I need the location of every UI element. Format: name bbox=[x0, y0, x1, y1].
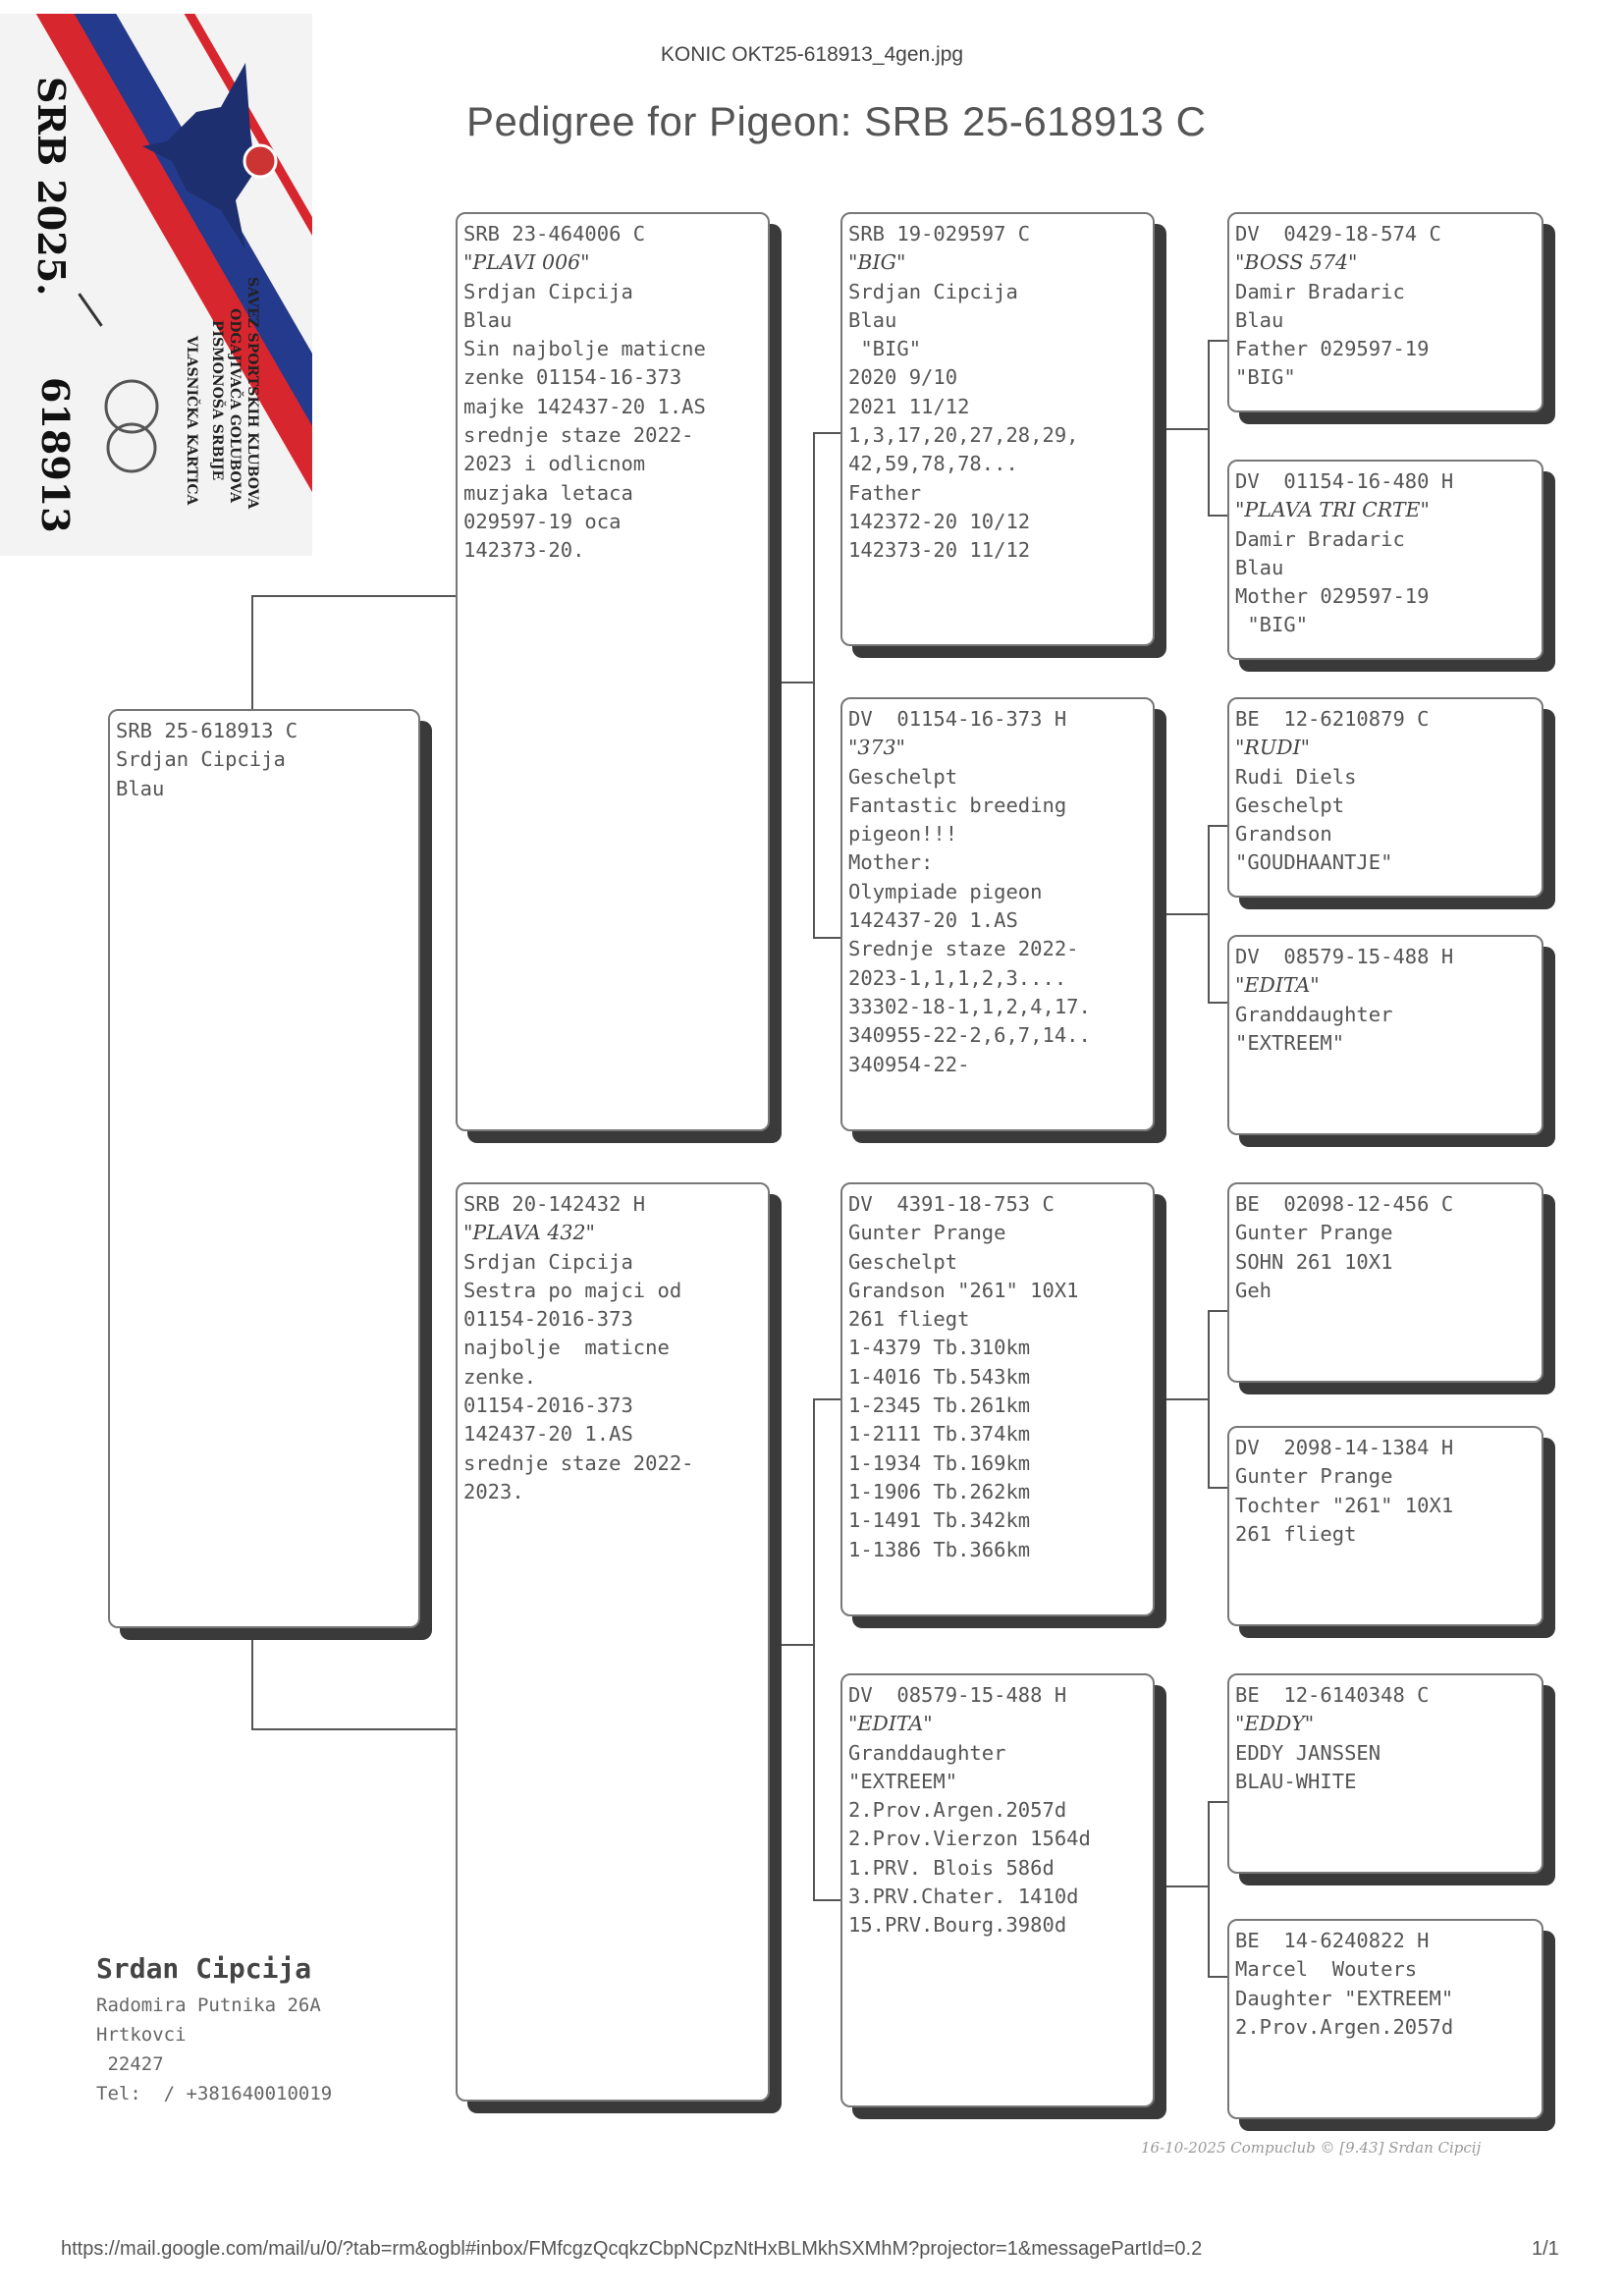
pigeon-card-sire-dam[interactable] bbox=[840, 697, 1155, 1131]
pedigree-line: 1-4016 Tb.543km bbox=[848, 1364, 1031, 1389]
pedigree-line: "EXTREEM" bbox=[848, 1769, 958, 1793]
connector-line bbox=[251, 1728, 456, 1730]
pedigree-line: Sin najbolje maticne bbox=[463, 337, 706, 361]
pedigree-line: Srdjan Cipcija bbox=[463, 279, 633, 303]
ring-number: BE 12-6140348 C bbox=[1235, 1683, 1430, 1707]
pedigree-line: Rudi Diels bbox=[1235, 764, 1357, 789]
pedigree-line: Gunter Prange bbox=[848, 1221, 1006, 1245]
connector-line bbox=[1208, 1801, 1229, 1803]
pedigree-line: Geschelpt bbox=[848, 1249, 958, 1274]
pedigree-line: Mother 029597-19 bbox=[1235, 584, 1430, 609]
connector-line bbox=[1208, 825, 1210, 1004]
pedigree-line: zenke 01154-16-373 bbox=[463, 365, 682, 390]
pedigree-line: 33302-18-1,1,2,4,17. bbox=[848, 994, 1091, 1018]
pedigree-line: "EDITA" bbox=[848, 1712, 933, 1736]
breeder-address: Radomira Putnika 26A bbox=[96, 1994, 321, 2016]
connector-line bbox=[1208, 515, 1229, 517]
pedigree-line: Blau bbox=[1235, 307, 1284, 332]
pedigree-line: 142437-20 1.AS bbox=[848, 908, 1018, 933]
page-number: 1/1 bbox=[1532, 2238, 1559, 2260]
pedigree-line: Geh bbox=[1235, 1278, 1272, 1302]
pedigree-line: "BIG" bbox=[1235, 613, 1309, 637]
pedigree-line: 2.Prov.Argen.2057d bbox=[848, 1798, 1067, 1823]
ring-number: DV 08579-15-488 H bbox=[1235, 945, 1454, 968]
pedigree-line: srednje staze 2022- bbox=[463, 423, 694, 448]
connector-line bbox=[813, 1899, 842, 1901]
pigeon-card-sire-sire[interactable] bbox=[840, 212, 1155, 646]
pedigree-line: 2020 9/10 bbox=[848, 365, 958, 390]
pigeon-card-gen4-1[interactable] bbox=[1227, 212, 1543, 412]
pedigree-line: 1.PRV. Blois 586d bbox=[848, 1855, 1055, 1880]
pedigree-line: muzjaka letaca bbox=[463, 480, 633, 505]
connector-line bbox=[778, 682, 813, 683]
pedigree-line: "GOUDHAANTJE" bbox=[1235, 850, 1393, 875]
pigeon-card-gen4-5[interactable] bbox=[1227, 1182, 1543, 1383]
pedigree-line: 2.Prov.Vierzon 1564d bbox=[848, 1827, 1091, 1851]
ring-number: SRB 19-029597 C bbox=[848, 222, 1031, 246]
ring-number: SRB 23-464006 C bbox=[463, 222, 646, 246]
ring-number: DV 2098-14-1384 H bbox=[1235, 1436, 1454, 1459]
pigeon-card-dam[interactable] bbox=[456, 1182, 770, 2102]
pigeon-card-gen4-8[interactable] bbox=[1227, 1919, 1543, 2119]
pedigree-line: pigeon!!! bbox=[848, 822, 958, 847]
pedigree-line: 42,59,78,78... bbox=[848, 452, 1018, 476]
connector-line bbox=[1208, 1487, 1229, 1489]
pedigree-line: Srdjan Cipcija bbox=[116, 747, 286, 772]
pigeon-card-gen4-2[interactable] bbox=[1227, 460, 1543, 660]
pedigree-line: majke 142437-20 1.AS bbox=[463, 394, 706, 418]
pedigree-line: "373" bbox=[848, 736, 905, 760]
ring-number: DV 4391-18-753 C bbox=[848, 1192, 1055, 1216]
connector-line bbox=[813, 432, 815, 939]
pedigree-line: 142437-20 1.AS bbox=[463, 1422, 633, 1447]
breeder-block bbox=[96, 1952, 332, 2108]
pedigree-line: 2023. bbox=[463, 1479, 524, 1503]
ring-number: DV 0429-18-574 C bbox=[1235, 222, 1441, 246]
breeder-city: Hrtkovci bbox=[96, 2024, 187, 2046]
pedigree-line: 142373-20. bbox=[463, 538, 585, 563]
pigeon-card-dam-dam[interactable] bbox=[840, 1673, 1155, 2107]
ring-number: DV 01154-16-373 H bbox=[848, 707, 1067, 731]
pedigree-line: 3.PRV.Chater. 1410d bbox=[848, 1885, 1079, 1909]
pedigree-line: Fantastic breeding bbox=[848, 792, 1067, 817]
pedigree-line: 2023-1,1,1,2,3.... bbox=[848, 965, 1067, 990]
connector-line bbox=[1208, 1976, 1229, 1978]
org-line-3: PISMONOŠA SRBIJE bbox=[209, 320, 225, 481]
ring-number: SRB 20-142432 H bbox=[463, 1192, 646, 1216]
pedigree-line: Damir Bradaric bbox=[1235, 526, 1405, 551]
pedigree-line: "PLAVA TRI CRTE" bbox=[1235, 498, 1430, 522]
pedigree-line: Geschelpt bbox=[848, 764, 958, 789]
pedigree-line: Srdjan Cipcija bbox=[463, 1249, 633, 1274]
pedigree-line: 1,3,17,20,27,28,29, bbox=[848, 423, 1079, 448]
pigeon-card-gen4-4[interactable] bbox=[1227, 935, 1543, 1135]
connector-line bbox=[1208, 1002, 1229, 1004]
connector-line bbox=[251, 595, 253, 709]
pedigree-line: 1-1906 Tb.262km bbox=[848, 1479, 1031, 1503]
pedigree-line: "BOSS 574" bbox=[1235, 250, 1358, 275]
pedigree-line: Daughter "EXTREEM" bbox=[1235, 1986, 1454, 2010]
pedigree-line: Geschelpt bbox=[1235, 792, 1345, 817]
pedigree-line: 2021 11/12 bbox=[848, 394, 970, 418]
connector-line bbox=[813, 1398, 815, 1901]
pedigree-line: Tochter "261" 10X1 bbox=[1235, 1493, 1454, 1517]
pedigree-line: Srednje staze 2022- bbox=[848, 937, 1079, 961]
federation-seal-icon bbox=[100, 377, 163, 475]
software-stamp: 16-10-2025 Compuclub © [9.43] Srdan Cipcij bbox=[1141, 2139, 1482, 2157]
pedigree-line: Grandson bbox=[1235, 822, 1332, 847]
connector-line bbox=[1164, 913, 1208, 915]
pedigree-line: 1-4379 Tb.310km bbox=[848, 1336, 1031, 1360]
ring-number: DV 08579-15-488 H bbox=[848, 1683, 1067, 1707]
pedigree-line: 2.Prov.Argen.2057d bbox=[1235, 2014, 1454, 2039]
pedigree-line: srednje staze 2022- bbox=[463, 1450, 694, 1475]
breeder-name: Srdan Cipcija bbox=[96, 1952, 312, 1985]
pedigree-line: 142372-20 10/12 bbox=[848, 509, 1031, 533]
pedigree-line: Blau bbox=[1235, 555, 1284, 579]
ring-number: SRB 25-618913 C bbox=[116, 719, 298, 742]
ownership-card bbox=[0, 14, 312, 556]
pedigree-line: BLAU-WHITE bbox=[1235, 1769, 1357, 1793]
pedigree-line: "PLAVI 006" bbox=[463, 250, 590, 275]
ring-number: BE 12-6210879 C bbox=[1235, 707, 1430, 731]
org-line-4: VLASNIČKA KARTICA bbox=[184, 336, 199, 506]
connector-line bbox=[1208, 825, 1229, 827]
card-number: 618913 bbox=[33, 377, 78, 533]
pedigree-line: 142373-20 11/12 bbox=[848, 538, 1031, 563]
pigeon-card-gen4-7[interactable] bbox=[1227, 1673, 1543, 1874]
pigeon-card-gen4-3[interactable] bbox=[1227, 697, 1543, 898]
pedigree-line: "PLAVA 432" bbox=[463, 1221, 595, 1245]
ring-number: BE 02098-12-456 C bbox=[1235, 1192, 1454, 1216]
pedigree-line: "EDITA" bbox=[1235, 973, 1320, 998]
breeder-phone: Tel: / +381640010019 bbox=[96, 2083, 333, 2104]
connector-line bbox=[813, 1398, 842, 1400]
connector-line bbox=[1164, 428, 1208, 430]
pedigree-line: Mother: bbox=[848, 850, 934, 875]
pedigree-line: 1-1491 Tb.342km bbox=[848, 1508, 1031, 1533]
pedigree-line: SOHN 261 10X1 bbox=[1235, 1249, 1393, 1274]
pedigree-line: "EDDY" bbox=[1235, 1712, 1315, 1736]
pedigree-line: "BIG" bbox=[848, 250, 906, 275]
pigeon-card-dam-sire[interactable] bbox=[840, 1182, 1155, 1616]
connector-line bbox=[251, 1628, 253, 1730]
pedigree-line: Granddaughter bbox=[1235, 1002, 1393, 1026]
pedigree-line: Grandson "261" 10X1 bbox=[848, 1278, 1079, 1302]
pedigree-line: 261 fliegt bbox=[848, 1307, 970, 1332]
pedigree-line: Marcel Wouters bbox=[1235, 1957, 1418, 1982]
connector-line bbox=[1208, 1310, 1210, 1489]
pedigree-line: 029597-19 oca bbox=[463, 509, 622, 533]
source-url: https://mail.google.com/mail/u/0/?tab=rm&ogbl#inbox/FMfcgzQcqkzCbpNCpzNtHxBLMkhSXMhM?projector=1&messagePartId=0.2 bbox=[61, 2238, 1203, 2260]
pedigree-line: Olympiade pigeon bbox=[848, 879, 1043, 903]
pedigree-line: Father 029597-19 bbox=[1235, 337, 1430, 361]
pigeon-emblem-icon bbox=[128, 53, 285, 279]
pedigree-line: Blau bbox=[463, 307, 513, 332]
pedigree-line: "RUDI" bbox=[1235, 736, 1311, 760]
connector-line bbox=[1208, 340, 1210, 517]
pigeon-card-subject[interactable] bbox=[108, 709, 420, 1628]
pedigree-line: Gunter Prange bbox=[1235, 1464, 1393, 1489]
org-line-1: SAVEZ SPORTSKIH KLUBOVA bbox=[244, 277, 260, 510]
pedigree-line: najbolje maticne bbox=[463, 1336, 670, 1360]
pedigree-line: 2023 i odlicnom bbox=[463, 452, 646, 476]
pedigree-line: "EXTREEM" bbox=[1235, 1030, 1345, 1055]
pedigree-line: "BIG" bbox=[848, 337, 922, 361]
card-country-year: SRB 2025. bbox=[29, 77, 74, 297]
pedigree-line: 1-1386 Tb.366km bbox=[848, 1537, 1031, 1561]
ring-number: DV 01154-16-480 H bbox=[1235, 469, 1454, 493]
pedigree-line: Father bbox=[848, 480, 922, 505]
card-slash bbox=[78, 293, 102, 326]
connector-line bbox=[1164, 1885, 1208, 1887]
pedigree-line: 01154-2016-373 bbox=[463, 1307, 633, 1332]
pigeon-card-gen4-6[interactable] bbox=[1227, 1426, 1543, 1626]
connector-line bbox=[251, 595, 456, 597]
pedigree-line: Granddaughter bbox=[848, 1740, 1006, 1765]
pedigree-line: Blau bbox=[848, 307, 897, 332]
ring-number: BE 14-6240822 H bbox=[1235, 1929, 1430, 1952]
connector-line bbox=[813, 432, 842, 434]
pedigree-line: EDDY JANSSEN bbox=[1235, 1740, 1381, 1765]
connector-line bbox=[1164, 1398, 1208, 1400]
pedigree-line: 1-2111 Tb.374km bbox=[848, 1422, 1031, 1447]
pedigree-line: 15.PRV.Bourg.3980d bbox=[848, 1913, 1067, 1938]
file-name: KONIC OKT25-618913_4gen.jpg bbox=[660, 43, 964, 66]
pedigree-line: 340954-22- bbox=[848, 1052, 970, 1076]
pedigree-line: Blau bbox=[116, 776, 165, 800]
pedigree-line: Damir Bradaric bbox=[1235, 279, 1405, 303]
pedigree-line: 340955-22-2,6,7,14.. bbox=[848, 1023, 1091, 1048]
breeder-postcode: 22427 bbox=[96, 2053, 164, 2075]
org-line-2: ODGAJIVAČA GOLUBOVA bbox=[227, 308, 243, 503]
pedigree-line: Sestra po majci od bbox=[463, 1278, 682, 1302]
pedigree-line: zenke. bbox=[463, 1364, 537, 1389]
pedigree-line: 261 fliegt bbox=[1235, 1521, 1357, 1546]
pedigree-line: Gunter Prange bbox=[1235, 1221, 1393, 1245]
pedigree-line: 1-1934 Tb.169km bbox=[848, 1450, 1031, 1475]
connector-line bbox=[1208, 340, 1229, 342]
connector-line bbox=[1208, 1801, 1210, 1978]
connector-line bbox=[813, 937, 842, 939]
pigeon-card-sire[interactable] bbox=[456, 212, 770, 1131]
connector-line bbox=[778, 1644, 813, 1646]
connector-line bbox=[1208, 1310, 1229, 1312]
pedigree-line: "BIG" bbox=[1235, 365, 1296, 390]
pedigree-line: Srdjan Cipcija bbox=[848, 279, 1018, 303]
pedigree-line: 01154-2016-373 bbox=[463, 1393, 633, 1418]
pedigree-line: 1-2345 Tb.261km bbox=[848, 1393, 1031, 1418]
page-title: Pedigree for Pigeon: SRB 25-618913 C bbox=[466, 98, 1207, 144]
